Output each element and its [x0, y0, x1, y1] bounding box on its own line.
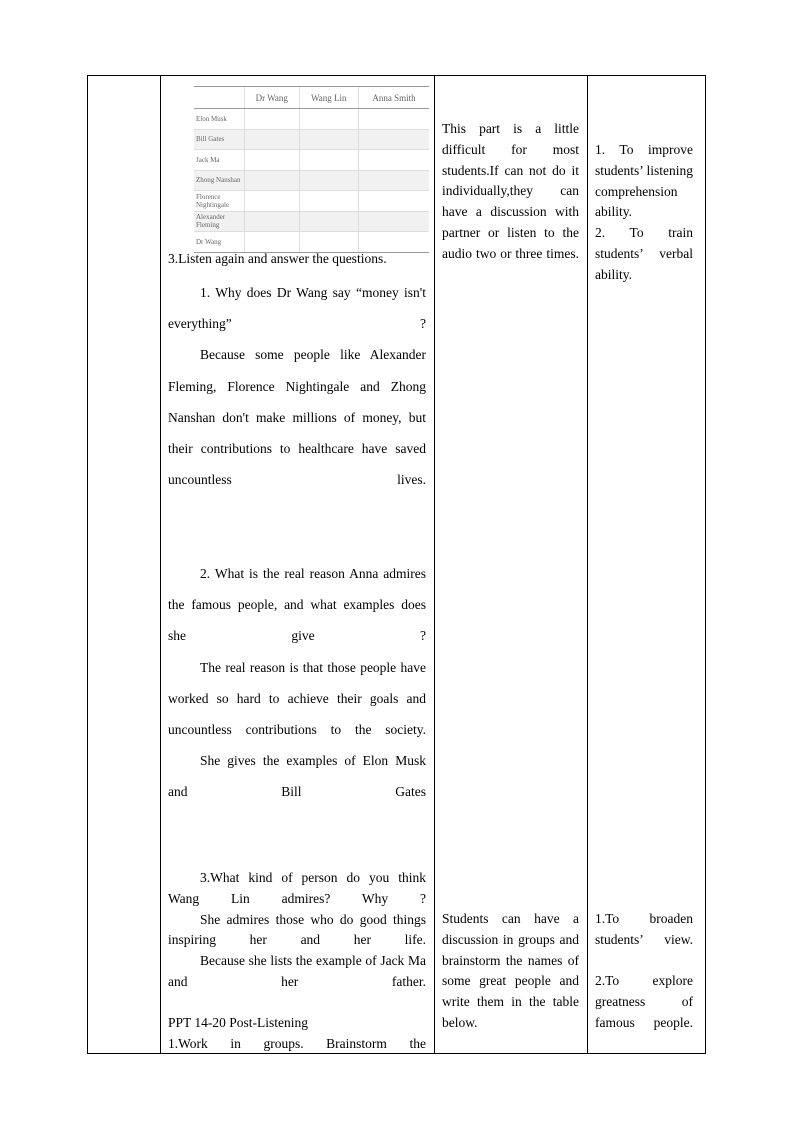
listening-table-image: [194, 86, 429, 246]
row-label: Zhong Nanshan: [194, 170, 245, 191]
answer-2-reason: The real reason is that those people have worked so hard to achieve their goals and uncountless contributions to the society.: [168, 659, 426, 738]
table-row: [194, 150, 429, 171]
table-row: [194, 170, 429, 191]
teaching-note-2: Students can have a discussion in groups and brainstorm the names of some great people and write them in the table below.: [442, 911, 579, 1030]
aim-explore-greatness: 2.To explore greatness of famous people.: [595, 973, 693, 1030]
table-header: Dr Wang: [245, 87, 300, 109]
task3-title: 3.Listen again and answer the questions.: [168, 251, 387, 266]
row-label: Alexander Fleming: [194, 211, 245, 232]
column-divider-3: [587, 76, 588, 1053]
table-header: [194, 87, 245, 109]
row-label: Dr Wang: [194, 232, 245, 253]
aim-broaden-view: 1.To broaden students’ view.: [595, 911, 693, 947]
aim-verbal: 2. To train students’ verbal ability.: [595, 225, 693, 282]
table-row: [194, 109, 429, 130]
row-label: Elon Musk: [194, 109, 245, 130]
column-divider-1: [160, 76, 161, 1053]
spacer: [595, 951, 693, 972]
table-row: [194, 129, 429, 150]
row-label: Jack Ma: [194, 150, 245, 171]
answer-3: She admires those who do good things inspiring her and her life.: [168, 911, 426, 948]
table-row: [194, 211, 429, 232]
answer-2-examples: She gives the examples of Elon Musk and Bill Gates: [168, 753, 426, 800]
group-task: 1.Work in groups. Brainstorm the: [168, 1035, 426, 1051]
answer-1: Because some people like Alexander Fleming, Florence Nightingale and Zhong Nanshan don't make millions of money, but their contributions to healthcare have saved uncountless lives.: [168, 347, 426, 488]
teaching-note-1: This part is a little difficult for most students.If can not do it individually,they can have a discussion with partner or listen to the audio two or three times.: [442, 121, 579, 261]
question-1: 1. Why does Dr Wang say “money isn't everything” ?: [168, 285, 426, 332]
row-label: Bill Gates: [194, 129, 245, 150]
ppt-section-title: PPT 14-20 Post-Listening: [168, 1015, 309, 1030]
answer-3-reason: Because she lists the example of Jack Ma and her father.: [168, 953, 426, 989]
aim-listening: 1. To improve students’ listening comprehension ability.: [595, 142, 693, 220]
table-row: [194, 191, 429, 212]
question-2: 2. What is the real reason Anna admires the famous people, and what examples does she give ?: [168, 566, 426, 644]
question-3: 3.What kind of person do you think Wang Lin admires? Why ?: [168, 870, 426, 906]
table-header: Wang Lin: [299, 87, 358, 109]
row-label: Florence Nightingale: [194, 191, 245, 212]
table-header: Anna Smith: [358, 87, 429, 109]
column-divider-2: [434, 76, 435, 1053]
